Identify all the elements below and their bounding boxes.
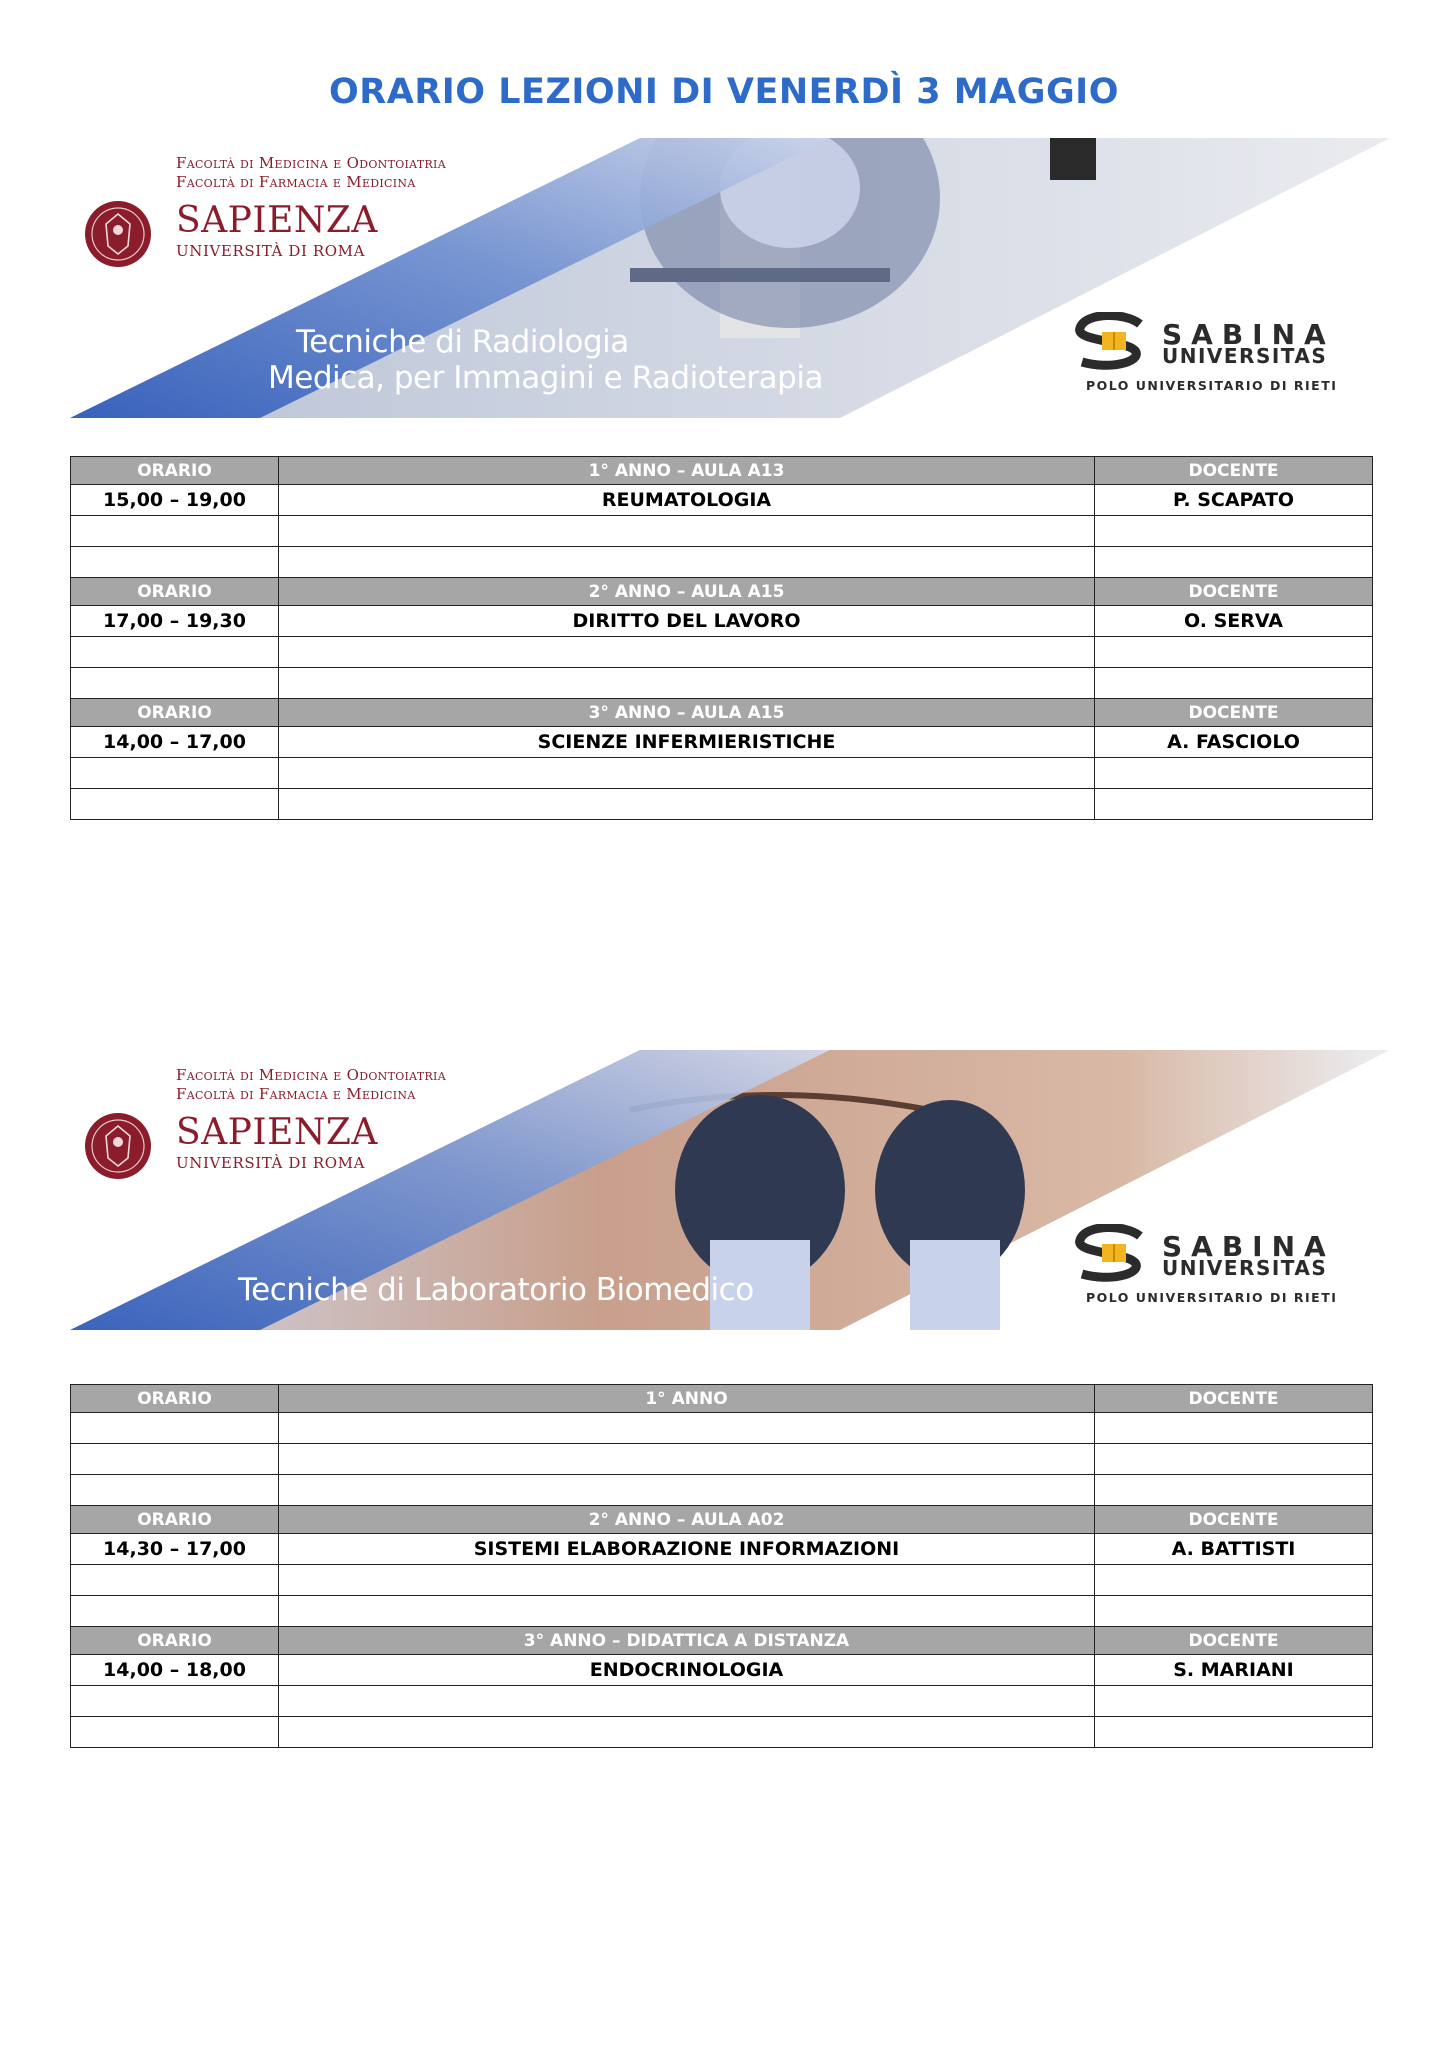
cell-orario: 15,00 – 19,00 bbox=[71, 485, 279, 516]
table-row bbox=[71, 1717, 1373, 1748]
section-header bbox=[71, 699, 1373, 727]
section-header bbox=[71, 578, 1373, 606]
faculty-line-1: Facoltà di Medicina e Odontoiatria bbox=[176, 154, 446, 172]
cell-docente: A. FASCIOLO bbox=[1095, 727, 1373, 758]
cell-docente bbox=[1095, 516, 1373, 547]
cell-docente bbox=[1095, 758, 1373, 789]
cell-orario bbox=[71, 547, 279, 578]
faculty-names bbox=[176, 1066, 446, 1104]
cell-docente bbox=[1095, 789, 1373, 820]
cell-materia: ENDOCRINOLOGIA bbox=[279, 1655, 1095, 1686]
faculty-line-2: Facoltà di Farmacia e Medicina bbox=[176, 173, 416, 191]
cell-materia bbox=[279, 1686, 1095, 1717]
header-orario: ORARIO bbox=[71, 1627, 279, 1655]
faculty-line-1: Facoltà di Medicina e Odontoiatria bbox=[176, 1066, 446, 1084]
cell-docente: S. MARIANI bbox=[1095, 1655, 1373, 1686]
cell-docente bbox=[1095, 1717, 1373, 1748]
cell-materia bbox=[279, 637, 1095, 668]
cell-docente bbox=[1095, 547, 1373, 578]
cell-docente bbox=[1095, 1444, 1373, 1475]
cell-orario: 14,00 – 17,00 bbox=[71, 727, 279, 758]
header-anno: 1° ANNO – AULA A13 bbox=[279, 457, 1095, 485]
cell-docente: A. BATTISTI bbox=[1095, 1534, 1373, 1565]
cell-docente: O. SERVA bbox=[1095, 606, 1373, 637]
cell-materia: SISTEMI ELABORAZIONE INFORMAZIONI bbox=[279, 1534, 1095, 1565]
cell-docente bbox=[1095, 668, 1373, 699]
cell-orario bbox=[71, 1444, 279, 1475]
cell-materia bbox=[279, 789, 1095, 820]
university-sub: UNIVERSITÀ DI ROMA bbox=[176, 242, 366, 260]
section-header bbox=[71, 1385, 1373, 1413]
cell-docente bbox=[1095, 1686, 1373, 1717]
course-name bbox=[268, 324, 823, 396]
table-row bbox=[71, 758, 1373, 789]
cell-orario bbox=[71, 1686, 279, 1717]
cell-materia bbox=[279, 668, 1095, 699]
cell-materia: DIRITTO DEL LAVORO bbox=[279, 606, 1095, 637]
table-row bbox=[71, 485, 1373, 516]
university-sub: UNIVERSITÀ DI ROMA bbox=[176, 1154, 366, 1172]
cell-materia bbox=[279, 547, 1095, 578]
course-name bbox=[238, 1272, 754, 1308]
header-orario: ORARIO bbox=[71, 457, 279, 485]
partner-word-2: UNIVERSITAS bbox=[1162, 344, 1328, 368]
header-orario: ORARIO bbox=[71, 1506, 279, 1534]
table-row bbox=[71, 1444, 1373, 1475]
page-title: ORARIO LEZIONI DI VENERDÌ 3 MAGGIO bbox=[329, 72, 1119, 112]
table-row bbox=[71, 789, 1373, 820]
header-anno: 2° ANNO – AULA A02 bbox=[279, 1506, 1095, 1534]
cell-materia bbox=[279, 758, 1095, 789]
cell-materia: REUMATOLOGIA bbox=[279, 485, 1095, 516]
cell-orario bbox=[71, 668, 279, 699]
partner-word-1: SABINA bbox=[1162, 1230, 1335, 1263]
course-line-2: Medica, per Immagini e Radioterapia bbox=[268, 360, 823, 396]
table-row bbox=[71, 1596, 1373, 1627]
table-row bbox=[71, 1686, 1373, 1717]
cell-orario bbox=[71, 516, 279, 547]
cell-materia bbox=[279, 1413, 1095, 1444]
header-anno: 2° ANNO – AULA A15 bbox=[279, 578, 1095, 606]
header-docente: DOCENTE bbox=[1095, 1506, 1373, 1534]
cell-materia bbox=[279, 1444, 1095, 1475]
table-row bbox=[71, 1413, 1373, 1444]
course-line-1: Tecniche di Laboratorio Biomedico bbox=[238, 1272, 754, 1308]
table-row bbox=[71, 637, 1373, 668]
header-docente: DOCENTE bbox=[1095, 457, 1373, 485]
header-anno: 3° ANNO – AULA A15 bbox=[279, 699, 1095, 727]
cell-materia: SCIENZE INFERMIERISTICHE bbox=[279, 727, 1095, 758]
table-row bbox=[71, 1655, 1373, 1686]
table-row bbox=[71, 606, 1373, 637]
cell-materia bbox=[279, 1717, 1095, 1748]
university-name: SAPIENZA bbox=[176, 1112, 378, 1153]
table-row bbox=[71, 727, 1373, 758]
header-docente: DOCENTE bbox=[1095, 699, 1373, 727]
table-row bbox=[71, 668, 1373, 699]
cell-docente: P. SCAPATO bbox=[1095, 485, 1373, 516]
cell-orario bbox=[71, 1565, 279, 1596]
table-row bbox=[71, 547, 1373, 578]
cell-docente bbox=[1095, 1413, 1373, 1444]
partner-word-1: SABINA bbox=[1162, 318, 1335, 351]
section-header bbox=[71, 457, 1373, 485]
course-line-1: Tecniche di Radiologia bbox=[296, 324, 629, 360]
banner-laboratorio bbox=[70, 1050, 1390, 1330]
banner-radiologia bbox=[70, 138, 1390, 418]
cell-orario bbox=[71, 758, 279, 789]
cell-materia bbox=[279, 1565, 1095, 1596]
cell-orario bbox=[71, 1596, 279, 1627]
section-header bbox=[71, 1627, 1373, 1655]
cell-orario: 14,30 – 17,00 bbox=[71, 1534, 279, 1565]
header-orario: ORARIO bbox=[71, 699, 279, 727]
cell-docente bbox=[1095, 637, 1373, 668]
header-anno: 1° ANNO bbox=[279, 1385, 1095, 1413]
sabina-logo-icon bbox=[1070, 312, 1160, 372]
table-row bbox=[71, 516, 1373, 547]
cell-orario bbox=[71, 789, 279, 820]
cell-orario bbox=[71, 1413, 279, 1444]
cell-materia bbox=[279, 1596, 1095, 1627]
cell-materia bbox=[279, 1475, 1095, 1506]
table-row bbox=[71, 1534, 1373, 1565]
sabina-logo-icon bbox=[1070, 1224, 1160, 1284]
header-docente: DOCENTE bbox=[1095, 578, 1373, 606]
cell-orario bbox=[71, 1717, 279, 1748]
cell-orario bbox=[71, 637, 279, 668]
partner-word-2: UNIVERSITAS bbox=[1162, 1256, 1328, 1280]
university-name: SAPIENZA bbox=[176, 200, 378, 241]
partner-sub: POLO UNIVERSITARIO DI RIETI bbox=[1086, 1290, 1338, 1305]
sapienza-seal-icon bbox=[84, 194, 152, 274]
header-docente: DOCENTE bbox=[1095, 1627, 1373, 1655]
section-header bbox=[71, 1506, 1373, 1534]
cell-docente bbox=[1095, 1596, 1373, 1627]
faculty-names bbox=[176, 154, 446, 192]
header-anno: 3° ANNO – DIDATTICA A DISTANZA bbox=[279, 1627, 1095, 1655]
sapienza-seal-icon bbox=[84, 1106, 152, 1186]
cell-orario: 17,00 – 19,30 bbox=[71, 606, 279, 637]
header-orario: ORARIO bbox=[71, 578, 279, 606]
partner-sub: POLO UNIVERSITARIO DI RIETI bbox=[1086, 378, 1338, 393]
header-docente: DOCENTE bbox=[1095, 1385, 1373, 1413]
cell-materia bbox=[279, 516, 1095, 547]
header-orario: ORARIO bbox=[71, 1385, 279, 1413]
schedule-table-radiologia bbox=[70, 456, 1373, 820]
table-row bbox=[71, 1565, 1373, 1596]
table-row bbox=[71, 1475, 1373, 1506]
cell-orario bbox=[71, 1475, 279, 1506]
faculty-line-2: Facoltà di Farmacia e Medicina bbox=[176, 1085, 416, 1103]
cell-docente bbox=[1095, 1565, 1373, 1596]
cell-orario: 14,00 – 18,00 bbox=[71, 1655, 279, 1686]
cell-docente bbox=[1095, 1475, 1373, 1506]
schedule-table-laboratorio bbox=[70, 1384, 1373, 1748]
